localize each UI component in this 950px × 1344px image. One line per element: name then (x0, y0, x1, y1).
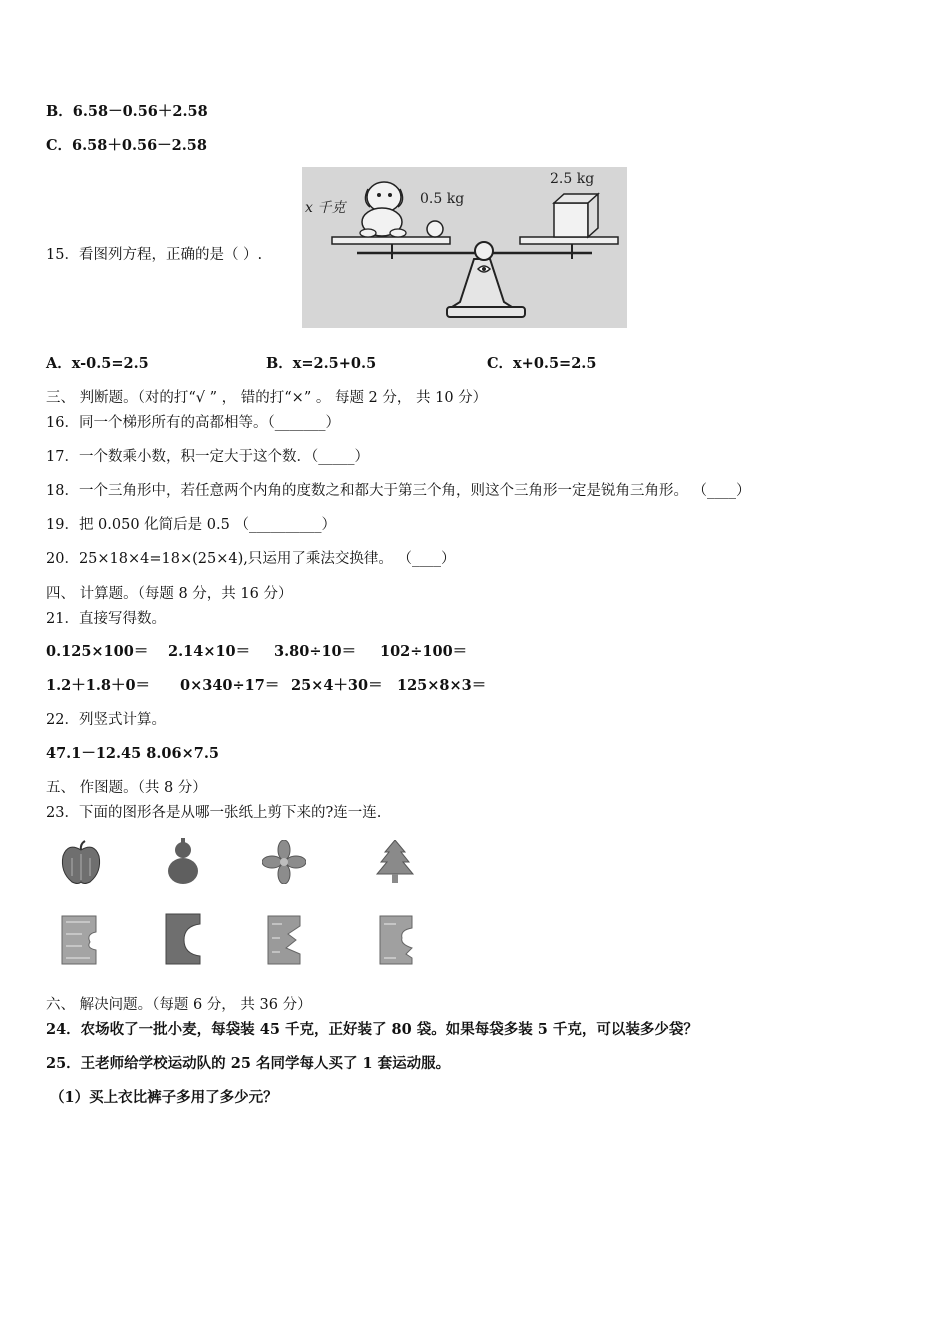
label-0-5-kg: 0.5 kg (420, 191, 465, 207)
q15-option-b: B．x=2.5+0.5 (266, 355, 377, 372)
balance-scale-figure (302, 167, 627, 328)
q17: 17．一个数乘小数，积一定大于这个数．（_____） (46, 449, 369, 465)
calc-item: 0.125×100＝ (46, 643, 149, 660)
paper-piece-2-icon (164, 912, 202, 966)
q18: 18．一个三角形中，若任意两个内角的度数之和都大于第三个角，则这个三角形一定是锐角三角形。 （____） (46, 483, 751, 499)
gourd-shape-icon (165, 838, 201, 886)
section5-heading: 五、 作图题。（共 8 分） (46, 780, 207, 796)
balance-scale-illustration (302, 167, 627, 328)
flower-shape-icon (262, 840, 306, 884)
left-pan (332, 237, 450, 244)
calc-item: 25×4＋30＝ (291, 677, 383, 694)
calc-item: 3.80÷10＝ (274, 643, 357, 660)
q22: 22．列竖式计算。 (46, 712, 166, 728)
q22-items: 47.1－12.45 8.06×7.5 (46, 745, 219, 762)
weight-ball-icon (427, 221, 443, 237)
q14-option-b: B．6.58－0.56＋2.58 (46, 103, 208, 120)
q16: 16．同一个梯形所有的高都相等。（_______） (46, 415, 340, 431)
q25: 25．王老师给学校运动队的 25 名同学每人买了 1 套运动服。 (46, 1055, 451, 1072)
pivot (475, 242, 493, 260)
section3-heading: 三、 判断题。（对的打“√ ” ， 错的打“×” 。 每题 2 分， 共 10 分） (46, 390, 488, 406)
calc-item: 0×340÷17＝ (180, 677, 280, 694)
q15-option-c: C．x+0.5=2.5 (487, 355, 597, 372)
calc-item: 2.14×10＝ (168, 643, 251, 660)
section6-heading: 六、 解决问题。（每题 6 分， 共 36 分） (46, 997, 312, 1013)
label-x-kg: x 千克 (305, 200, 346, 216)
tree-shape-icon (375, 840, 415, 886)
q19: 19．把 0.050 化简后是 0.5 （__________） (46, 517, 336, 533)
paper-piece-3-icon (266, 914, 302, 966)
paper-piece-4-icon (378, 914, 414, 966)
section4-heading: 四、 计算题。（每题 8 分，共 16 分） (46, 586, 293, 602)
q21: 21．直接写得数。 (46, 611, 166, 627)
q25-part-1: （1）买上衣比裤子多用了多少元？ (50, 1089, 278, 1106)
apple-shape-icon (58, 840, 104, 886)
q14-option-c: C．6.58＋0.56－2.58 (46, 137, 207, 154)
q20: 20．25×18×4=18×(25×4),只运用了乘法交换律。 （____） (46, 551, 456, 567)
calc-item: 1.2＋1.8＋0＝ (46, 677, 151, 694)
q15-question: 15．看图列方程，正确的是（ ）. (46, 247, 263, 263)
q24: 24．农场收了一批小麦，每袋装 45 千克，正好装了 80 袋。如果每袋多装 5 千克，可以装多少袋？ (46, 1021, 698, 1038)
calc-item: 102÷100＝ (380, 643, 468, 660)
q23: 23．下面的图形各是从哪一张纸上剪下来的?连一连. (46, 805, 382, 821)
label-2-5-kg: 2.5 kg (550, 171, 595, 187)
calc-item: 125×8×3＝ (397, 677, 487, 694)
q15-option-a: A．x-0.5=2.5 (46, 355, 149, 372)
right-pan (520, 237, 618, 244)
weight-cube-icon (554, 194, 598, 237)
paper-piece-1-icon (60, 914, 98, 966)
